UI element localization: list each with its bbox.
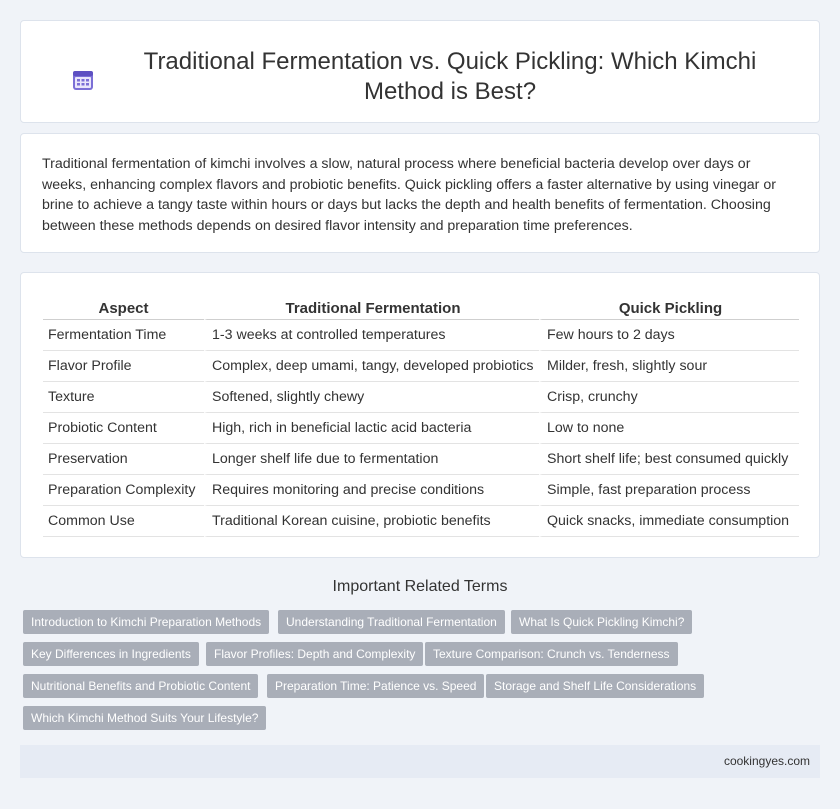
intro-paragraph: Traditional fermentation of kimchi involves a slow, natural process where beneficial bacteria develop over days or weeks, enhancing complex flavors and probiotic benefits. Quick pickling offers a faster alternative by using vinegar or brine to achieve a tangy taste within hours or days but lacks the depth and health benefits of fermentation. Choosing between these methods depends on desired flavor intensity and preparation time preferences. — [42, 156, 776, 234]
column-header-traditional: Traditional Fermentation — [204, 295, 539, 320]
table-row — [43, 475, 799, 506]
table-row — [43, 506, 799, 537]
cell-traditional: Traditional Korean cuisine, probiotic benefits — [204, 506, 539, 537]
cell-traditional: 1-3 weeks at controlled temperatures — [204, 320, 539, 351]
cell-quick: Short shelf life; best consumed quickly — [539, 444, 799, 475]
table-row — [43, 413, 799, 444]
table-row — [43, 444, 799, 475]
cell-quick: Few hours to 2 days — [539, 320, 799, 351]
cell-quick: Crisp, crunchy — [539, 382, 799, 413]
cell-quick: Quick snacks, immediate consumption — [539, 506, 799, 537]
cell-quick: Milder, fresh, slightly sour — [539, 351, 799, 382]
related-term-tag[interactable]: Key Differences in Ingredients — [23, 642, 199, 666]
cell-traditional: Longer shelf life due to fermentation — [204, 444, 539, 475]
table-row — [43, 320, 799, 351]
cell-aspect: Preservation — [43, 444, 204, 475]
cell-traditional: Complex, deep umami, tangy, developed probiotics — [204, 351, 539, 382]
related-term-tag[interactable]: Texture Comparison: Crunch vs. Tenderness — [425, 642, 678, 666]
intro-card — [20, 133, 820, 253]
related-terms-title: Important Related Terms — [332, 578, 508, 595]
related-term-tag[interactable]: Understanding Traditional Fermentation — [278, 610, 505, 634]
cell-quick: Low to none — [539, 413, 799, 444]
cell-quick: Simple, fast preparation process — [539, 475, 799, 506]
cell-aspect: Preparation Complexity — [43, 475, 204, 506]
cell-traditional: Requires monitoring and precise conditions — [204, 475, 539, 506]
cell-traditional: High, rich in beneficial lactic acid bacteria — [204, 413, 539, 444]
column-header-aspect: Aspect — [43, 295, 204, 320]
related-term-tag[interactable]: Flavor Profiles: Depth and Complexity — [206, 642, 423, 666]
table-header-row — [43, 295, 799, 320]
cell-aspect: Flavor Profile — [43, 351, 204, 382]
related-term-tag[interactable]: Preparation Time: Patience vs. Speed — [267, 674, 484, 698]
cell-aspect: Fermentation Time — [43, 320, 204, 351]
page-title: Traditional Fermentation vs. Quick Pickling: Which Kimchi Method is Best? — [143, 48, 757, 105]
column-header-quick: Quick Pickling — [539, 295, 799, 320]
comparison-table — [43, 295, 799, 537]
cell-traditional: Softened, slightly chewy — [204, 382, 539, 413]
related-term-tag[interactable]: Nutritional Benefits and Probiotic Content — [23, 674, 258, 698]
table-row — [43, 382, 799, 413]
related-term-tag[interactable]: Which Kimchi Method Suits Your Lifestyle? — [23, 706, 266, 730]
title-card — [20, 20, 820, 123]
table-row — [43, 351, 799, 382]
related-term-tag[interactable]: Introduction to Kimchi Preparation Methods — [23, 610, 269, 634]
related-term-tag[interactable]: Storage and Shelf Life Considerations — [486, 674, 704, 698]
cell-aspect: Common Use — [43, 506, 204, 537]
calendar-icon — [71, 68, 95, 92]
cell-aspect: Texture — [43, 382, 204, 413]
related-term-tag[interactable]: What Is Quick Pickling Kimchi? — [511, 610, 692, 634]
comparison-card — [20, 272, 820, 558]
footer-site: cookingyes.com — [723, 754, 810, 768]
cell-aspect: Probiotic Content — [43, 413, 204, 444]
footer — [20, 745, 820, 778]
